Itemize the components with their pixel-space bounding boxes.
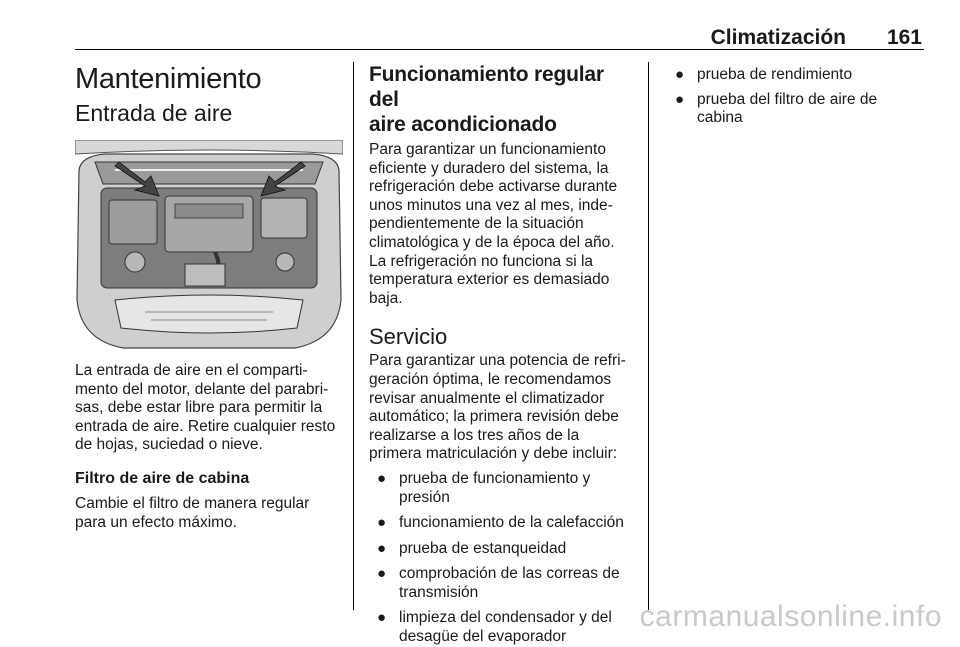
list-item: ● prueba de estanqueidad	[377, 539, 567, 557]
list-item: ● prueba del filtro de aire de cabina	[675, 90, 878, 127]
header-rule	[75, 49, 924, 50]
service-checklist	[369, 470, 637, 647]
column-1	[75, 62, 345, 126]
ac-regular-operation-text: Para garantizar un funcionamiento eficiente y duradero del sistema, la refrigeración debe activarse durante unos minutos una vez al mes, inde- pendientemente de la situación climatológica y de la época del año. La refrigeración no funciona si la temperatura exterior es demasiado baja.	[369, 141, 618, 307]
bullet-icon: ●	[675, 66, 685, 83]
chapter-heading: Mantenimiento	[75, 63, 262, 95]
list-item: ● comprobación de las correas de transmisión	[377, 565, 620, 601]
column-2	[369, 62, 637, 647]
air-intake-text: La entrada de aire en el comparti- mento del motor, delante del parabri- sas, debe estar libre para permitir la entrada de aire. Retire cualquier resto de hojas, suciedad o nieve.	[75, 362, 336, 454]
page-number: 161	[886, 26, 922, 49]
engine-bay-illustration	[75, 140, 343, 352]
bullet-icon: ●	[675, 90, 685, 108]
service-text: Para garantizar una potencia de refri- geración óptima, le recomendamos revisar anualmente el climatizador automático; la primera revisión debe realizarse a los tres años de la primera matriculación y debe incluir:	[369, 352, 626, 463]
list-item: ● limpieza del condensador y del desagüe del evaporador	[377, 609, 612, 646]
section-title: Climatización	[710, 26, 846, 49]
cabin-filter-text: Cambie el filtro de manera regular para un efecto máximo.	[75, 494, 310, 531]
bullet-icon: ●	[377, 565, 387, 583]
watermark: carmanualsonline.info	[639, 600, 942, 633]
service-checklist-continued	[667, 66, 927, 128]
column-divider-1	[353, 62, 354, 610]
list-item: ● prueba de rendimiento	[675, 66, 853, 83]
bullet-icon: ●	[377, 469, 387, 487]
column-divider-2	[648, 62, 649, 610]
air-intake-heading: Entrada de aire	[75, 100, 233, 126]
bullet-icon: ●	[377, 609, 387, 627]
cabin-filter-heading: Filtro de aire de cabina	[75, 469, 250, 487]
list-item: ● funcionamiento de la calefacción	[377, 514, 624, 532]
bullet-icon: ●	[377, 514, 387, 532]
ac-regular-operation-heading: Funcionamiento regular del aire acondicionado	[369, 63, 604, 136]
service-heading: Servicio	[369, 324, 448, 350]
column-3	[667, 66, 927, 128]
column-1-body	[75, 362, 345, 532]
bullet-icon: ●	[377, 539, 387, 557]
list-item: ● prueba de funcionamiento y presión	[377, 469, 591, 506]
engine-bay-drawing	[75, 140, 343, 352]
